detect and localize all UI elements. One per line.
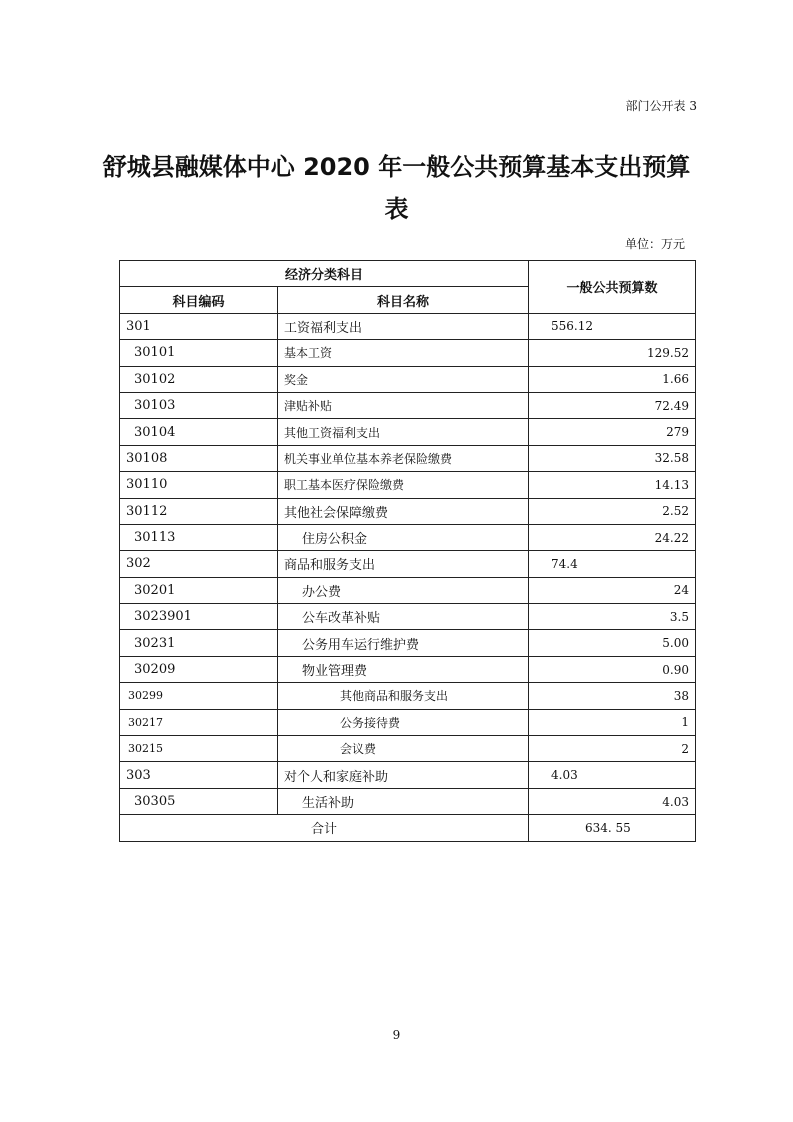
code-header: 科目编码 — [120, 287, 278, 313]
total-row — [120, 815, 696, 841]
code-cell: 302 — [120, 551, 278, 577]
table-row — [120, 366, 696, 392]
group-header: 经济分类科目 — [120, 261, 529, 287]
code-cell: 30305 — [120, 788, 278, 814]
total-amount: 634. 55 — [529, 815, 696, 841]
name-cell: 职工基本医疗保险缴费 — [278, 472, 529, 498]
code-cell: 3023901 — [120, 604, 278, 630]
table-row — [120, 762, 696, 788]
table-tag: 部门公开表 3 — [625, 99, 697, 113]
code-cell: 30112 — [120, 498, 278, 524]
amount-header: 一般公共预算数 — [529, 261, 696, 314]
amount-cell: 279 — [529, 419, 696, 445]
amount-cell: 1 — [529, 709, 696, 735]
name-cell: 商品和服务支出 — [278, 551, 529, 577]
name-cell: 物业管理费 — [278, 656, 529, 682]
table-row — [120, 313, 696, 339]
amount-cell: 5.00 — [529, 630, 696, 656]
table-row — [120, 524, 696, 550]
table-row — [120, 445, 696, 471]
name-cell: 基本工资 — [278, 340, 529, 366]
amount-cell: 3.5 — [529, 604, 696, 630]
table-row — [120, 656, 696, 682]
table-row — [120, 736, 696, 762]
name-cell: 其他工资福利支出 — [278, 419, 529, 445]
table-row — [120, 577, 696, 603]
amount-cell: 24 — [529, 577, 696, 603]
amount-cell: 74.4 — [529, 551, 696, 577]
name-cell: 对个人和家庭补助 — [278, 762, 529, 788]
code-cell: 30231 — [120, 630, 278, 656]
amount-cell: 38 — [529, 683, 696, 709]
name-cell: 公务接待费 — [278, 709, 529, 735]
total-label: 合计 — [120, 815, 529, 841]
code-cell: 30101 — [120, 340, 278, 366]
code-cell: 30299 — [120, 683, 278, 709]
table-row — [120, 683, 696, 709]
name-cell: 其他社会保障缴费 — [278, 498, 529, 524]
amount-cell: 129.52 — [529, 340, 696, 366]
name-cell: 住房公积金 — [278, 524, 529, 550]
unit-label: 单位：万元 — [624, 237, 685, 251]
table-row — [120, 551, 696, 577]
code-cell: 30108 — [120, 445, 278, 471]
page-title: 舒城县融媒体中心 2020 年一般公共预算基本支出预算表 — [102, 153, 691, 223]
amount-cell: 556.12 — [529, 313, 696, 339]
amount-cell: 2 — [529, 736, 696, 762]
code-cell: 30201 — [120, 577, 278, 603]
amount-cell: 1.66 — [529, 366, 696, 392]
name-cell: 办公费 — [278, 577, 529, 603]
amount-cell: 72.49 — [529, 392, 696, 418]
name-cell: 津贴补贴 — [278, 392, 529, 418]
name-cell: 其他商品和服务支出 — [278, 683, 529, 709]
name-header: 科目名称 — [278, 287, 529, 313]
code-cell: 30217 — [120, 709, 278, 735]
table-row — [120, 498, 696, 524]
name-cell: 公务用车运行维护费 — [278, 630, 529, 656]
name-cell: 奖金 — [278, 366, 529, 392]
code-cell: 30103 — [120, 392, 278, 418]
name-cell: 会议费 — [278, 736, 529, 762]
table-row — [120, 419, 696, 445]
code-cell: 301 — [120, 313, 278, 339]
amount-cell: 4.03 — [529, 788, 696, 814]
name-cell: 机关事业单位基本养老保险缴费 — [278, 445, 529, 471]
table-row — [120, 604, 696, 630]
code-cell: 30102 — [120, 366, 278, 392]
table-row — [120, 392, 696, 418]
amount-cell: 2.52 — [529, 498, 696, 524]
table-row — [120, 788, 696, 814]
table-row — [120, 630, 696, 656]
amount-cell: 14.13 — [529, 472, 696, 498]
table-row — [120, 340, 696, 366]
name-cell: 工资福利支出 — [278, 313, 529, 339]
budget-table — [119, 260, 696, 842]
name-cell: 生活补助 — [278, 788, 529, 814]
name-cell: 公车改革补贴 — [278, 604, 529, 630]
amount-cell: 32.58 — [529, 445, 696, 471]
code-cell: 30209 — [120, 656, 278, 682]
amount-cell: 24.22 — [529, 524, 696, 550]
table-row — [120, 472, 696, 498]
code-cell: 30104 — [120, 419, 278, 445]
code-cell: 30113 — [120, 524, 278, 550]
table-row — [120, 709, 696, 735]
amount-cell: 0.90 — [529, 656, 696, 682]
code-cell: 30110 — [120, 472, 278, 498]
table-header-row — [120, 261, 696, 287]
code-cell: 30215 — [120, 736, 278, 762]
amount-cell: 4.03 — [529, 762, 696, 788]
code-cell: 303 — [120, 762, 278, 788]
page-number: 9 — [392, 1028, 401, 1042]
